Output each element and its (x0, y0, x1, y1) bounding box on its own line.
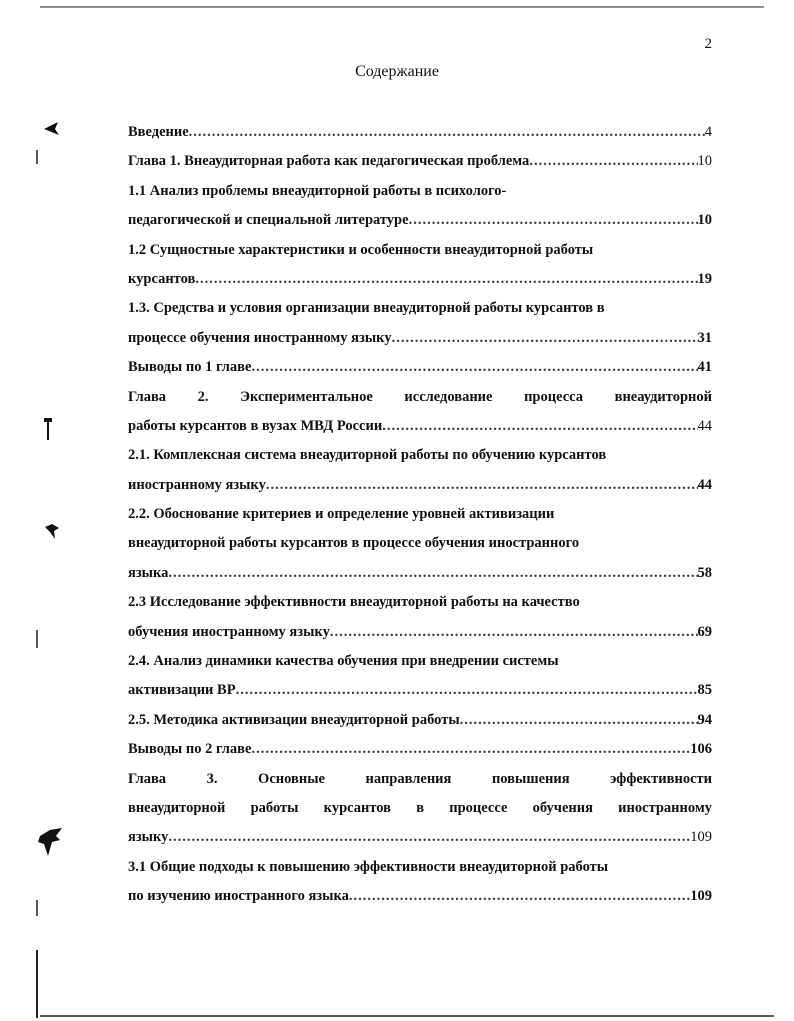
scan-margin-tick (36, 630, 38, 648)
toc-entry: курсантов ..... 19 (128, 265, 712, 294)
toc-entry-line: 2.3 Исследование эффективности внеаудиторной работы на качество (128, 594, 580, 611)
toc-entry-line: 2.1. Комплексная система внеаудиторной работы по обучению курсантов (128, 447, 607, 464)
toc-entry-line: внеаудиторной работы курсантов в процессе обучения иностранному (128, 799, 712, 816)
toc-entry-line: Глава 3. Основные направления повышения эффективности (128, 770, 712, 787)
scan-edge-left (36, 950, 38, 1018)
scan-margin-tick (36, 150, 38, 164)
toc-entry: иностранному языку ..... 44 (128, 471, 712, 500)
toc-entry-line: 2.4. Анализ динамики качества обучения при внедрении системы (128, 653, 559, 670)
toc-entry: Введение ..... 4 (128, 118, 712, 147)
scan-margin-tick (36, 900, 38, 916)
punch-mark (44, 418, 52, 440)
toc-entry-line: 1.1 Анализ проблемы внеаудиторной работы в психолого- (128, 182, 507, 199)
toc-entry-line: 2.2. Обоснование критериев и определение уровней активизации (128, 506, 555, 523)
punch-mark (44, 122, 60, 136)
toc-entry-line: 3.1 Общие подходы к повышению эффективности внеаудиторной работы (128, 858, 609, 875)
toc-entry: активизации ВР ..... 85 (128, 676, 712, 705)
toc-entry: педагогической и специальной литературе ..... 10 (128, 206, 712, 235)
toc-entry-line: внеаудиторной работы курсантов в процессе обучения иностранного (128, 535, 580, 552)
toc-entry-line: Глава 2. Экспериментальное исследование процесса внеаудиторной (128, 388, 712, 405)
table-of-contents (128, 118, 712, 912)
toc-entry: языку ..... 109 (128, 823, 712, 852)
toc-entry-line: 1.2 Сущностные характеристики и особенности внеаудиторной работы (128, 241, 594, 258)
toc-entry-line: 1.3. Средства и условия организации внеаудиторной работы курсантов в (128, 300, 605, 317)
document-title: Содержание (355, 63, 439, 80)
toc-entry: Выводы по 2 главе ..... 106 (128, 735, 712, 764)
toc-entry: Глава 1. Внеаудиторная работа как педагогическая проблема ..... 10 (128, 147, 712, 176)
punch-mark (44, 524, 60, 540)
toc-entry: языка ..... 58 (128, 559, 712, 588)
toc-entry: процессе обучения иностранному языку ..... 31 (128, 324, 712, 353)
toc-entry: Выводы по 1 главе ..... 41 (128, 353, 712, 382)
scan-edge-bottom (40, 1015, 774, 1017)
toc-entry: обучения иностранному языку ..... 69 (128, 618, 712, 647)
toc-entry: работы курсантов в вузах МВД России ..... 44 (128, 412, 712, 441)
toc-entry: 2.5. Методика активизации внеаудиторной работы ..... 94 (128, 706, 712, 735)
page-number: 2 (704, 36, 712, 52)
punch-mark (38, 828, 64, 856)
scan-edge-top (40, 6, 764, 8)
toc-entry: по изучению иностранного языка ..... 109 (128, 882, 712, 911)
